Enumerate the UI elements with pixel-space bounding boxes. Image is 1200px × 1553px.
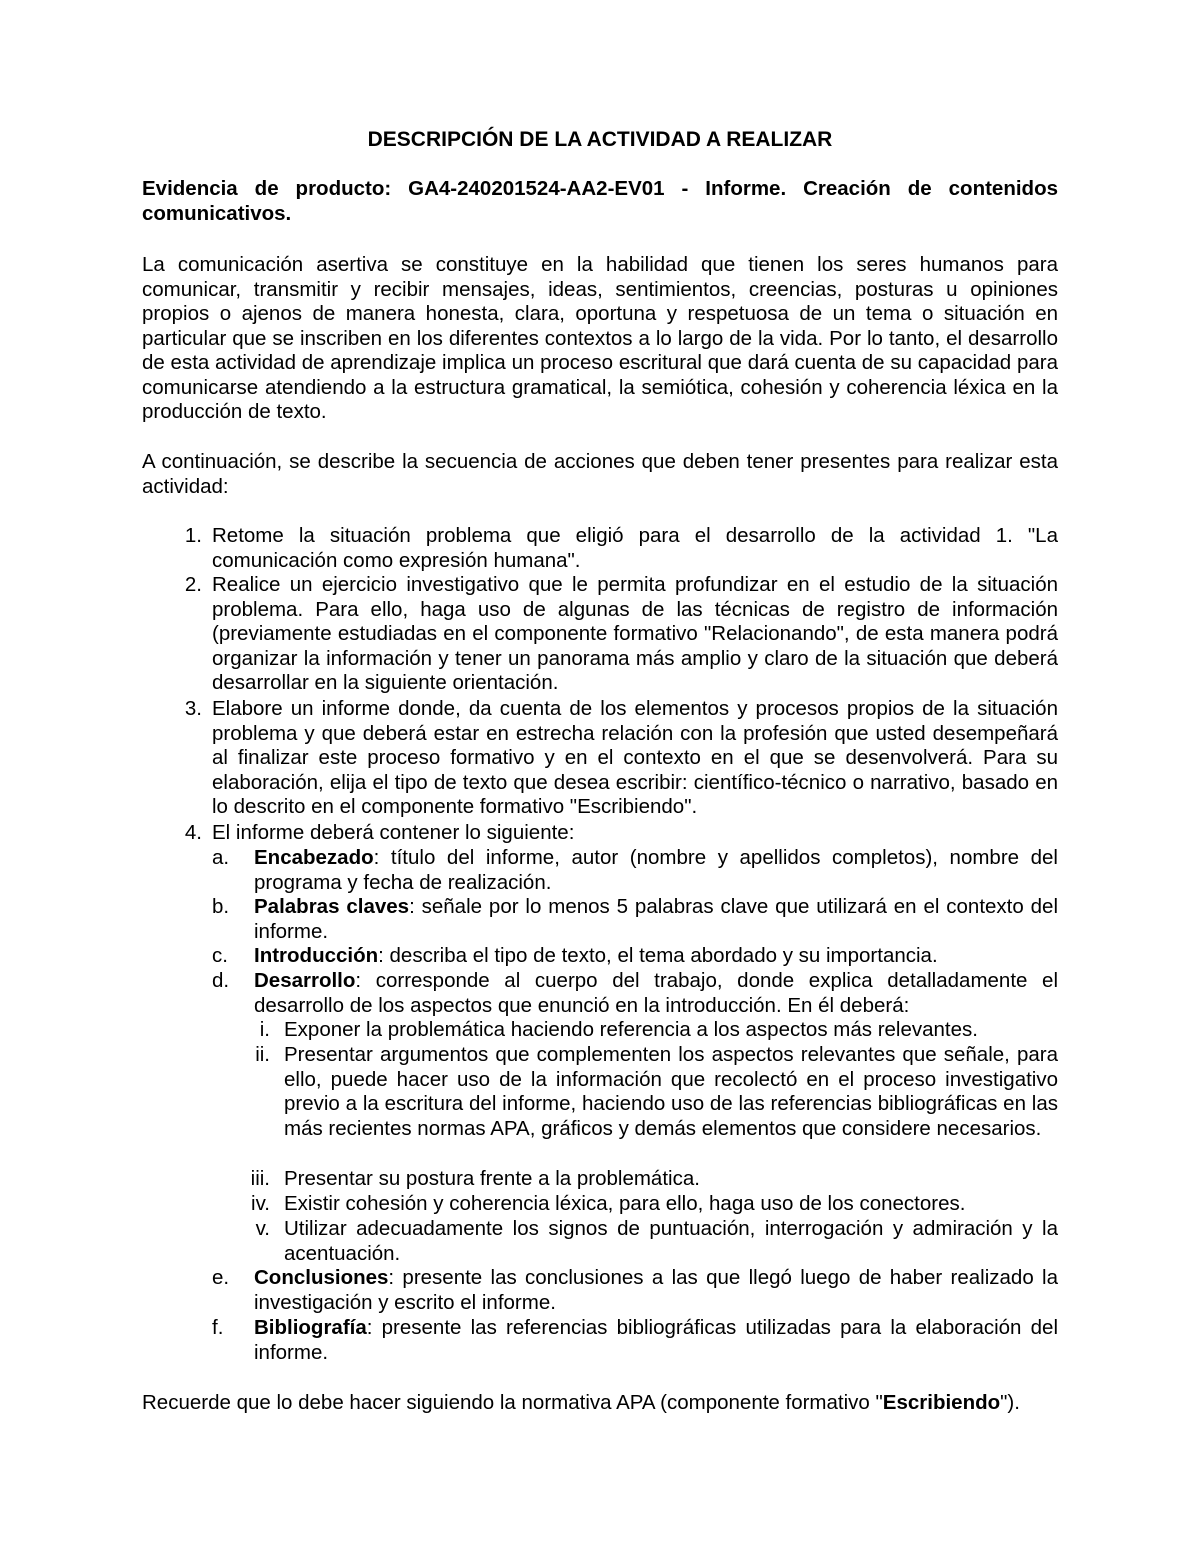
list-marker: v. — [255, 1217, 270, 1240]
list-marker: 2. — [184, 573, 202, 596]
page-title: DESCRIPCIÓN DE LA ACTIVIDAD A REALIZAR — [367, 128, 833, 151]
list-marker: a. — [212, 846, 230, 869]
section-term: Encabezado — [254, 846, 374, 869]
list-item-text: El informe deberá contener lo siguiente: — [212, 821, 575, 844]
section-description: : presente las conclusiones a las que llegó luego de haber realizado la investigación y escrito el informe. — [254, 1266, 1058, 1314]
list-marker: 1. — [184, 524, 202, 547]
list-item-text: Elabore un informe donde, da cuenta de los elementos y procesos propios de la situación problema y que deberá estar en estrecha relación con la profesión que usted desempeñará al finalizar este proceso formativo y en el contexto en el que se desenvolverá. Para su elaboración, elija el tipo de texto que desea escribir: científico-técnico o narrativo, basado en lo descrito en el componente formativo "Escribiendo". — [212, 697, 1058, 818]
list-marker: ii. — [255, 1043, 270, 1066]
list-item-text: Realice un ejercicio investigativo que le permita profundizar en el estudio de la situación problema. Para ello, haga uso de algunas de las técnicas de registro de información (previamente estudiadas en el componente formativo "Relacionando", de esta manera podrá organizar la información y tener un panorama más amplio y claro de la situación que deberá desarrollar en la siguiente orientación. — [212, 573, 1058, 694]
list-item-text: Presentar argumentos que complementen los aspectos relevantes que señale, para ello, puede hacer uso de la información que recolectó en el proceso investigativo previo a la escritura del informe, haciendo uso de las referencias bibliográficas en las más recientes normas APA, gráficos y demás elementos que considere necesarios. — [284, 1043, 1058, 1140]
section-term: Bibliografía — [254, 1316, 367, 1339]
list-item-text — [254, 895, 1058, 944]
list-item-text — [254, 944, 1058, 969]
section-term: Conclusiones — [254, 1266, 389, 1289]
section-term: Introducción — [254, 944, 379, 967]
list-marker: i. — [259, 1018, 270, 1041]
section-description: : describa el tipo de texto, el tema abordado y su importancia. — [378, 944, 938, 967]
closing-emphasis: Escribiendo — [882, 1391, 1001, 1414]
list-item-text: Utilizar adecuadamente los signos de puntuación, interrogación y admiración y la acentuación. — [284, 1217, 1058, 1265]
section-description: : título del informe, autor (nombre y apellidos completos), nombre del programa y fecha de realización. — [254, 846, 1058, 894]
list-marker: f. — [212, 1316, 224, 1339]
list-item-text — [254, 1266, 1058, 1315]
closing-text: Recuerde que lo debe hacer siguiendo la normativa APA (componente formativo " — [142, 1391, 883, 1414]
list-item-text: Presentar su postura frente a la problemática. — [284, 1167, 700, 1190]
closing-end: "). — [1000, 1391, 1020, 1414]
list-marker: c. — [212, 944, 228, 967]
list-marker: d. — [212, 969, 230, 992]
list-marker: e. — [212, 1266, 230, 1289]
section-description: : presente las referencias bibliográficas utilizadas para la elaboración del informe. — [254, 1316, 1058, 1364]
intro-paragraph: La comunicación asertiva se constituye en la habilidad que tienen los seres humanos para comunicar, transmitir y recibir mensajes, ideas, sentimientos, creencias, posturas u opiniones propios o ajenos de manera honesta, clara, oportuna y respetuosa de un tema o situación en particular que se inscriben en los diferentes contextos a lo largo de la vida. Por lo tanto, el desarrollo de esta actividad de aprendizaje implica un proceso escritural que dará cuenta de su capacidad para comunicarse atendiendo a la estructura gramatical, la semiótica, cohesión y coherencia léxica en la producción de texto. — [142, 253, 1058, 423]
list-item-text — [254, 1316, 1058, 1365]
list-marker: b. — [212, 895, 230, 918]
closing-note — [142, 1391, 1058, 1416]
list-marker: 3. — [184, 697, 202, 720]
section-term: Desarrollo — [254, 969, 356, 992]
evidence-heading: Evidencia de producto: GA4-240201524-AA2-EV01 - Informe. Creación de contenidos comunicativos. — [142, 177, 1058, 225]
section-description: : corresponde al cuerpo del trabajo, donde explica detalladamente el desarrollo de los aspectos que enunció en la introducción. En él deberá: — [254, 969, 1058, 1017]
section-description: : señale por lo menos 5 palabras clave que utilizará en el contexto del informe. — [254, 895, 1059, 943]
list-marker: iv. — [251, 1192, 270, 1215]
list-item-text: Retome la situación problema que eligió para el desarrollo de la actividad 1. "La comunicación como expresión humana". — [212, 524, 1058, 572]
list-item-text — [254, 969, 1058, 1018]
list-marker: 4. — [184, 821, 202, 844]
sequence-paragraph: A continuación, se describe la secuencia de acciones que deben tener presentes para realizar esta actividad: — [142, 450, 1058, 498]
list-item-text — [254, 846, 1058, 895]
list-marker: iii. — [250, 1167, 270, 1190]
list-item-text: Existir cohesión y coherencia léxica, para ello, haga uso de los conectores. — [284, 1192, 966, 1215]
section-term: Palabras claves — [254, 895, 410, 918]
list-item-text: Exponer la problemática haciendo referencia a los aspectos más relevantes. — [284, 1018, 978, 1041]
